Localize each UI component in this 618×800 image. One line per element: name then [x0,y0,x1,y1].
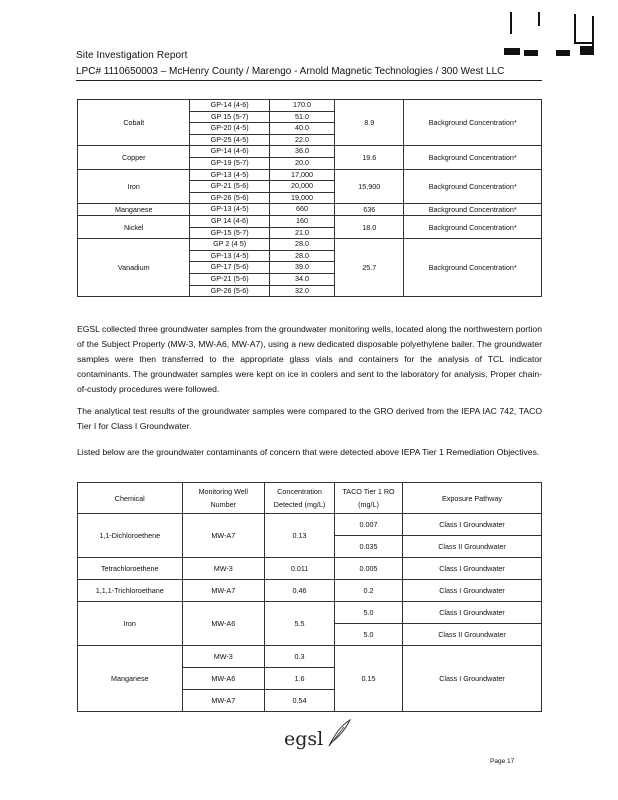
background-value: 15,900 [335,169,404,204]
well-number: MW-A6 [182,602,265,646]
scan-marks [500,12,600,64]
concentration-value: 5.5 [265,602,335,646]
header-divider [76,80,542,81]
sample-id: GP-14 (4-6) [190,100,269,112]
table-row [78,100,542,112]
metal-name: Vanadium [78,239,190,297]
sample-concentration: 51.0 [269,111,334,123]
sample-concentration: 170.0 [269,100,334,112]
sample-id: GP-14 (4-6) [190,146,269,158]
chemical-name: Tetrachloroethene [78,558,183,580]
criteria-basis: Background Concentration* [404,146,542,169]
report-subtitle: LPC# 1110650003 – McHenry County / Marengo - Arnold Magnetic Technologies / 300 West LLC [76,66,505,77]
exposure-pathway: Class I Groundwater [402,602,541,624]
sample-concentration: 28.0 [269,239,334,251]
col-header-tier1-ro: TACO Tier 1 RO (mg/L) [335,483,403,514]
sample-id: GP 14 (4-6) [190,215,269,227]
sample-concentration: 39.0 [269,262,334,274]
tier1-ro-value: 0.035 [335,536,403,558]
sample-id: GP 2 (4 5) [190,239,269,251]
groundwater-sampling-paragraph: EGSL collected three groundwater samples from the groundwater monitoring wells, located along the northwestern portion of the Subject Property (MW-3, MW-A6, MW-A7), using a new dedicated disposable polyethylene bailer. The groundwater samples were then transferred to the appropriate glass vials and containers for the analysis of TCL indicator contaminants. The groundwater samples were kept on ice in coolers and sent to the laboratory for analysis. Proper chain-of-custody procedures were followed. [77,324,542,394]
background-value: 25.7 [335,239,404,297]
well-number: MW-A6 [182,668,265,690]
sample-id: GP 15 (5-7) [190,111,269,123]
concentration-value: 1.6 [265,668,335,690]
sample-id: GP-20 (4-5) [190,123,269,135]
table-row [78,204,542,216]
concentration-value: 0.13 [265,514,335,558]
metal-name: Manganese [78,204,190,216]
well-number: MW-3 [182,558,265,580]
table-row [78,215,542,227]
exposure-pathway: Class II Groundwater [402,624,541,646]
chemical-name: Manganese [78,646,183,712]
chemical-name: Iron [78,602,183,646]
criteria-basis: Background Concentration* [404,100,542,146]
table-row [78,169,542,181]
table-row [78,239,542,251]
criteria-basis: Background Concentration* [404,204,542,216]
sample-concentration: 17,000 [269,169,334,181]
sample-id: GP-25 (4-5) [190,134,269,146]
exposure-pathway: Class II Groundwater [402,536,541,558]
tier1-ro-value: 0.15 [335,646,403,712]
exposure-pathway: Class I Groundwater [402,580,541,602]
concentration-value: 0.46 [265,580,335,602]
sample-id: GP-17 (5-6) [190,262,269,274]
sample-concentration: 36.0 [269,146,334,158]
criteria-basis: Background Concentration* [404,169,542,204]
sample-concentration: 20,000 [269,181,334,193]
col-header-concentration: Concentration Detected (mg/L) [265,483,335,514]
concentration-value: 0.3 [265,646,335,668]
chemical-name: 1,1-Dichloroethene [78,514,183,558]
table-row [78,602,542,624]
criteria-basis: Background Concentration* [404,215,542,238]
metal-name: Copper [78,146,190,169]
col-header-chemical: Chemical [78,483,183,514]
sample-concentration: 40.0 [269,123,334,135]
table-row [78,146,542,158]
sample-concentration: 660 [269,204,334,216]
sample-concentration: 34.0 [269,273,334,285]
page-number: Page 17 [490,758,515,765]
sample-concentration: 32.0 [269,285,334,297]
sample-concentration: 20.0 [269,157,334,169]
sample-concentration: 19,000 [269,192,334,204]
soil-metals-table [77,99,542,297]
sample-id: GP-19 (5-7) [190,157,269,169]
well-number: MW-A7 [182,514,265,558]
table-row [78,580,542,602]
tier1-ro-value: 0.005 [335,558,403,580]
sample-id: GP-13 (4-5) [190,250,269,262]
chemical-name: 1,1,1-Trichloroethane [78,580,183,602]
well-number: MW-3 [182,646,265,668]
sample-id: GP-26 (5-6) [190,285,269,297]
concentration-value: 0.54 [265,690,335,712]
metal-name: Iron [78,169,190,204]
sample-id: GP-15 (5-7) [190,227,269,239]
background-value: 636 [335,204,404,216]
well-number: MW-A7 [182,690,265,712]
background-value: 8.9 [335,100,404,146]
background-value: 18.0 [335,215,404,238]
metal-name: Cobalt [78,100,190,146]
sample-concentration: 28.0 [269,250,334,262]
criteria-basis: Background Concentration* [404,239,542,297]
sample-concentration: 22.0 [269,134,334,146]
sample-id: GP-26 (5-6) [190,192,269,204]
concentration-value: 0.011 [265,558,335,580]
tier1-ro-value: 5.0 [335,624,403,646]
metal-name: Nickel [78,215,190,238]
comparison-paragraph: The analytical test results of the groundwater samples were compared to the GRO derived from the IEPA IAC 742, TACO Tier I for Class I Groundwater. [77,406,542,431]
table-header-row [78,483,542,514]
sample-id: GP-21 (5-6) [190,273,269,285]
table-row [78,558,542,580]
exposure-pathway: Class I Groundwater [402,514,541,536]
exposure-pathway: Class I Groundwater [402,646,541,712]
sample-id: GP-13 (4-5) [190,169,269,181]
tier1-ro-value: 0.007 [335,514,403,536]
report-title: Site Investigation Report [76,50,188,61]
contaminants-intro-paragraph: Listed below are the groundwater contaminants of concern that were detected above IEPA Tier 1 Remediation Objectives. [77,447,540,457]
sample-concentration: 21.0 [269,227,334,239]
tier1-ro-value: 0.2 [335,580,403,602]
sample-concentration: 160 [269,215,334,227]
background-value: 19.6 [335,146,404,169]
well-number: MW-A7 [182,580,265,602]
tier1-ro-value: 5.0 [335,602,403,624]
feather-icon [326,718,352,748]
sample-id: GP-13 (4-5) [190,204,269,216]
table-row [78,514,542,536]
sample-id: GP-21 (5-6) [190,181,269,193]
groundwater-contaminants-table [77,482,542,712]
col-header-exposure-pathway: Exposure Pathway [402,483,541,514]
exposure-pathway: Class I Groundwater [402,558,541,580]
egsl-logo: egsl [284,728,324,750]
table-row [78,646,542,668]
col-header-well: Monitoring Well Number [182,483,265,514]
